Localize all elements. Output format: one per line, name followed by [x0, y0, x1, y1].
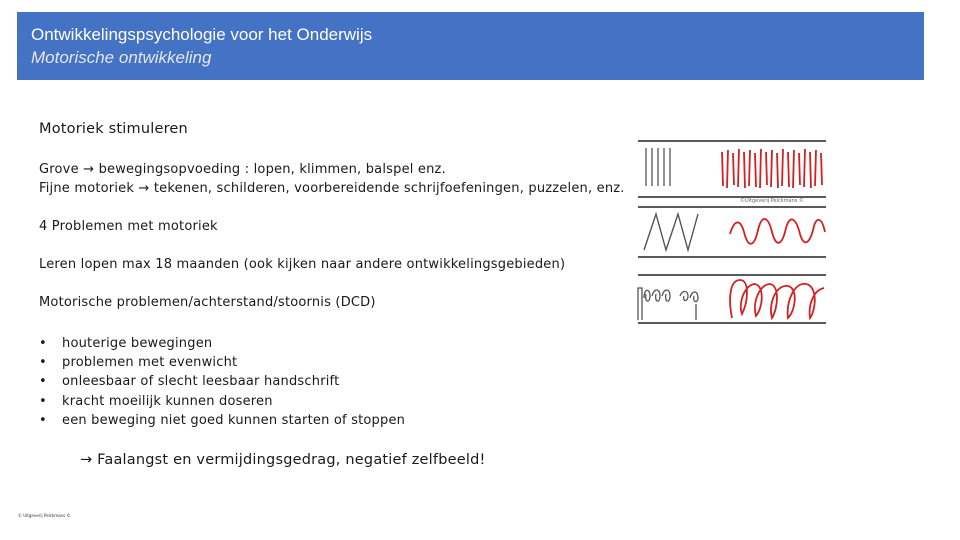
title-bar — [17, 12, 924, 80]
gross-motor-label: Grove — [39, 162, 79, 177]
list-item: • problemen met evenwicht — [39, 353, 405, 372]
child-loops — [730, 280, 824, 318]
symptom-list — [39, 334, 405, 430]
bullet-icon: • — [39, 355, 47, 371]
list-item: • onleesbaar of slecht leesbaar handschrift — [39, 372, 405, 391]
image-watermark: ©Uitgeverij Pelckmans © — [740, 198, 804, 204]
fine-motor-line — [39, 181, 625, 197]
problems-heading: 4 Problemen met motoriek — [39, 219, 218, 234]
arrow-icon: → — [80, 452, 93, 468]
gross-motor-text: bewegingsopvoeding : lopen, klimmen, balspel enz. — [98, 162, 446, 177]
model-loops — [638, 288, 698, 320]
arrow-icon: → — [83, 162, 95, 177]
bullet-icon: • — [39, 412, 47, 428]
gross-motor-line — [39, 162, 446, 178]
model-vertical-lines — [646, 148, 670, 186]
handwriting-exercise-image — [636, 138, 828, 326]
list-item: • houterige bewegingen — [39, 334, 405, 353]
fine-motor-label: Fijne motoriek — [39, 181, 135, 196]
bullet-icon: • — [39, 393, 47, 409]
slide-subtitle: Motorische ontwikkeling — [31, 48, 212, 67]
dcd-heading: Motorische problemen/achterstand/stoornis (DCD) — [39, 295, 376, 310]
arrow-icon: → — [138, 181, 150, 196]
model-zigzag — [644, 214, 698, 250]
footer-credit: © Uitgeverij Pelckmans © — [18, 513, 71, 518]
fine-motor-text: tekenen, schilderen, voorbereidende schrijfoefeningen, puzzelen, enz. — [153, 181, 625, 196]
bullet-icon: • — [39, 374, 47, 390]
list-item: • een beweging niet goed kunnen starten of stoppen — [39, 411, 405, 430]
section-heading: Motoriek stimuleren — [39, 121, 188, 137]
list-item: • kracht moeilijk kunnen doseren — [39, 392, 405, 411]
walking-line: Leren lopen max 18 maanden (ook kijken naar andere ontwikkelingsgebieden) — [39, 257, 566, 272]
slide-title: Ontwikkelingspsychologie voor het Onderwijs — [31, 25, 373, 44]
conclusion-text: Faalangst en vermijdingsgedrag, negatief zelfbeeld! — [97, 452, 486, 468]
child-vertical-lines — [722, 149, 822, 188]
child-waves — [730, 219, 825, 244]
conclusion-line — [80, 452, 486, 468]
bullet-icon: • — [39, 336, 47, 351]
